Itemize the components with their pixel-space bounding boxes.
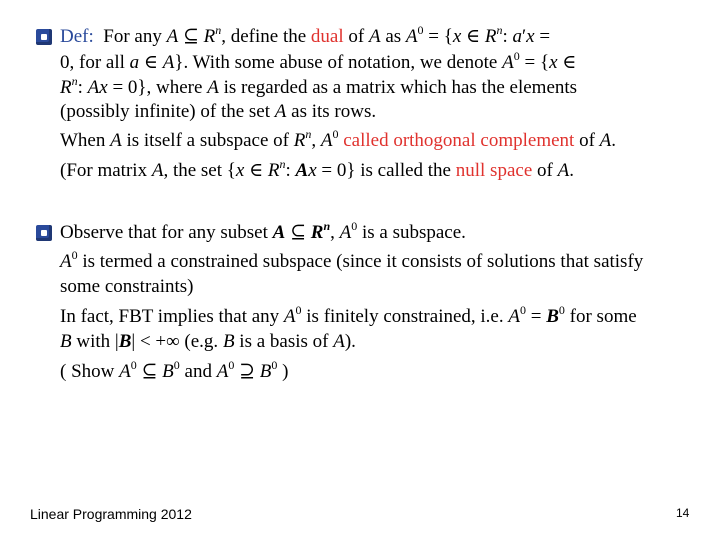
- def-line-5: When A is itself a subspace of $R^n$, $A^0$ called orthogonal complement of A.: [60, 127, 616, 151]
- def-label: Def:: [60, 26, 94, 47]
- def-line-1: Def: For any A ⊆ $R^n$, define the dual of A as $A^0 = \{x$ ∈ $R^n$: a′x =: [60, 23, 551, 47]
- observe-line-4: In fact, FBT implies that any $A^0$ is finitely constrained, i.e. $A^0 = B^0$ for some: [60, 303, 637, 327]
- observe-line-5: B with |B| < +∞ (e.g. B is a basis of A).: [60, 331, 356, 352]
- observe-line-2: $A^0$ is termed a constrained subspace (since it consists of solutions that satisfy: [60, 248, 644, 272]
- footer-course-title: Linear Programming 2012: [30, 506, 192, 522]
- null-space-term: null space: [455, 160, 533, 181]
- page-number: 14: [676, 506, 690, 520]
- bullet-icon: [36, 29, 52, 45]
- orthogonal-complement-term: called orthogonal complement: [343, 130, 575, 151]
- def-line-6: (For matrix A, the set {x ∈ $R^n$: Ax = 0} is called the null space of A.: [60, 157, 574, 181]
- dual-term: dual: [310, 26, 344, 47]
- observe-line-6: ( Show $A^0$ ⊆ $B^0$ and $A^0$ ⊇ $B^0$ ): [60, 358, 289, 382]
- observe-line-1: Observe that for any subset A ⊆ $R^n$, $A^0$ is a subspace.: [60, 219, 466, 243]
- bullet-icon: [36, 225, 52, 241]
- def-line-2: 0, for all a ∈ A}. With some abuse of notation, we denote $A^0 = \{x$ ∈: [60, 49, 577, 73]
- def-line-4: (possibly infinite) of the set A as its rows.: [60, 101, 377, 122]
- observe-line-3: some constraints): [60, 276, 194, 297]
- def-line-3: $R^n$: Ax = 0}, where A is regarded as a matrix which has the elements: [60, 74, 578, 98]
